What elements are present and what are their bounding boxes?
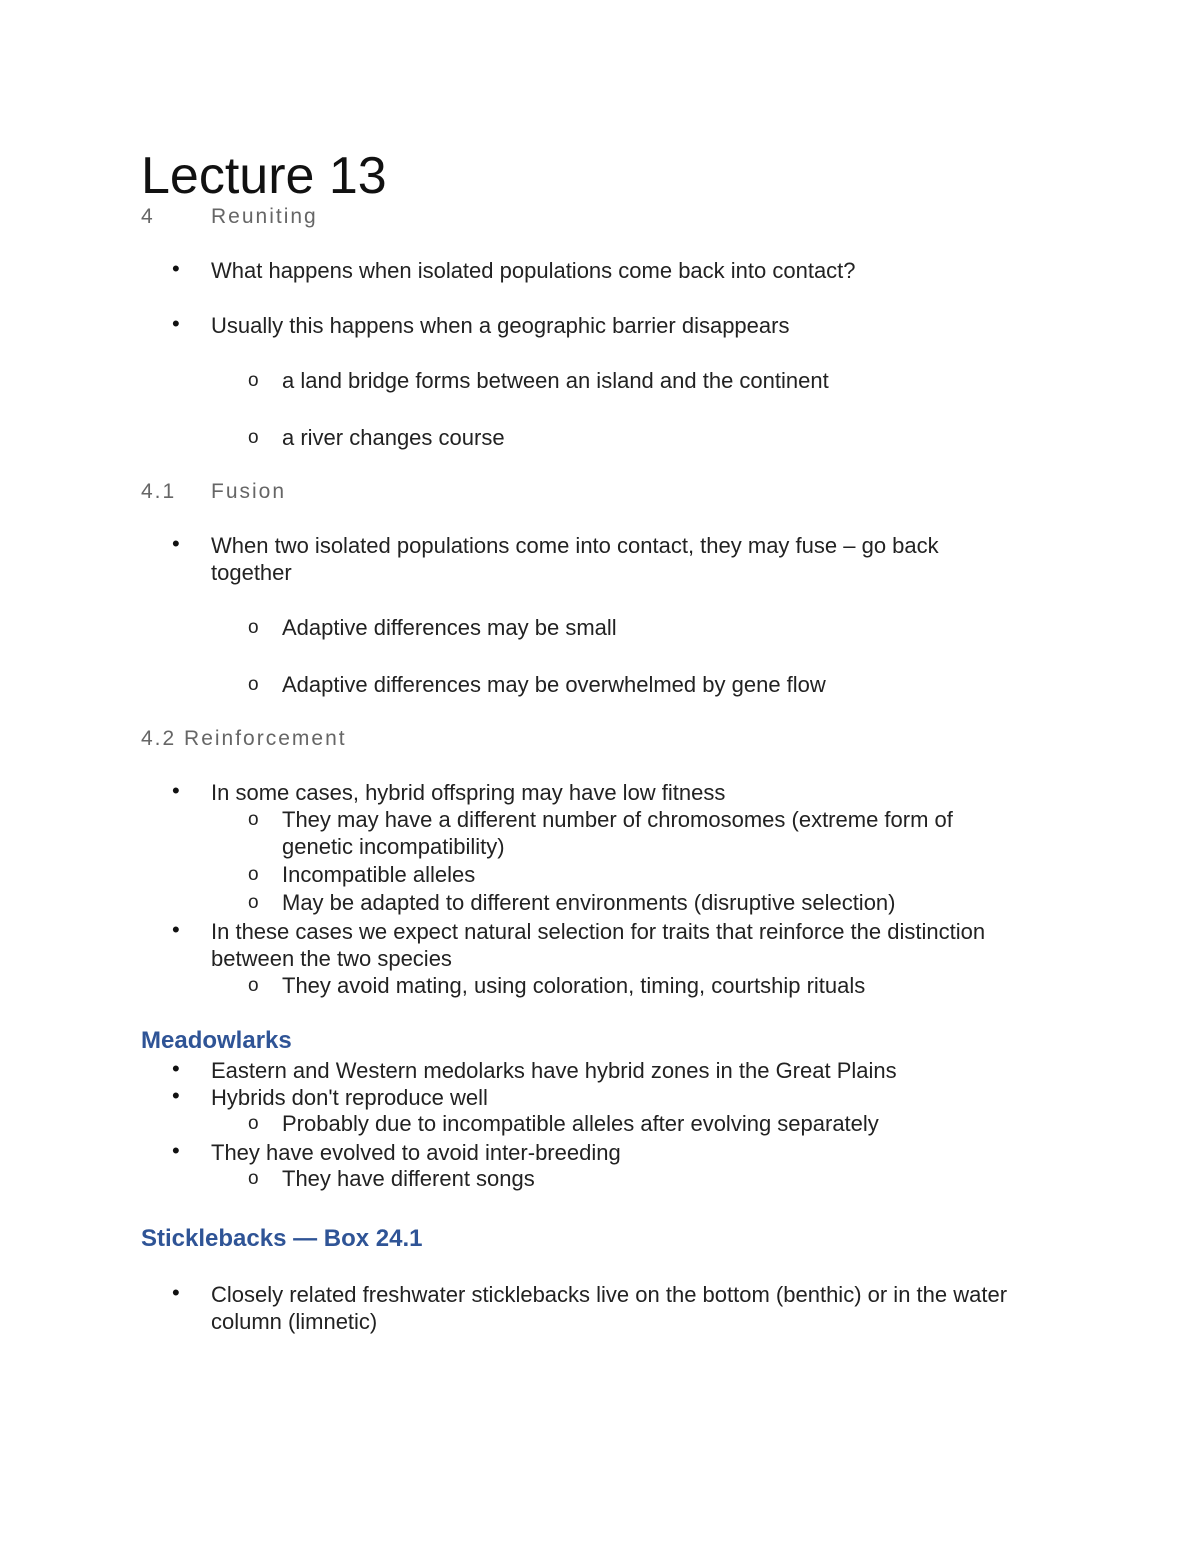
bullet-marker: •	[172, 1138, 180, 1163]
sub-list-item: a river changes course	[282, 425, 505, 450]
sub-bullet-marker: o	[248, 617, 259, 638]
bullet-marker: •	[172, 917, 180, 942]
sticklebacks-heading: Sticklebacks — Box 24.1	[141, 1225, 423, 1252]
list-item: They have evolved to avoid inter-breeding	[211, 1140, 621, 1165]
bullet-marker: •	[172, 1056, 180, 1081]
sub-bullet-marker: o	[248, 370, 259, 391]
section-heading-4-1	[141, 480, 286, 504]
sub-bullet-marker: o	[248, 674, 259, 695]
list-item: Eastern and Western medolarks have hybrid zones in the Great Plains	[211, 1058, 897, 1083]
sub-list-item: May be adapted to different environments (disruptive selection)	[282, 890, 896, 915]
list-item: Closely related freshwater sticklebacks live on the bottom (benthic) or in the water column (limnetic)	[211, 1282, 1008, 1334]
section-heading-4	[141, 205, 318, 229]
section-heading-4-2: 4.2 Reinforcement	[141, 727, 347, 750]
list-item: When two isolated populations come into contact, they may fuse – go back together	[211, 533, 939, 585]
sub-list-item: They may have a different number of chromosomes (extreme form of genetic incompatibility)	[282, 807, 953, 859]
sub-list-item: Incompatible alleles	[282, 862, 476, 887]
list-item: In some cases, hybrid offspring may have low fitness	[211, 780, 726, 805]
sub-bullet-marker: o	[248, 892, 259, 913]
list-item: Hybrids don't reproduce well	[211, 1085, 488, 1110]
page-title: Lecture 13	[141, 147, 387, 205]
bullet-marker: •	[172, 531, 180, 556]
list-item: What happens when isolated populations come back into contact?	[211, 258, 856, 283]
sub-list-item: They avoid mating, using coloration, timing, courtship rituals	[282, 973, 866, 998]
bullet-marker: •	[172, 1083, 180, 1108]
sub-list-item: Adaptive differences may be overwhelmed by gene flow	[282, 672, 826, 697]
list-item: In these cases we expect natural selection for traits that reinforce the distinction between the two species	[211, 919, 986, 971]
bullet-marker: •	[172, 256, 180, 281]
sub-bullet-marker: o	[248, 809, 259, 830]
sub-bullet-marker: o	[248, 1113, 259, 1134]
sub-list-item: Probably due to incompatible alleles after evolving separately	[282, 1111, 879, 1136]
sub-bullet-marker: o	[248, 1168, 259, 1189]
sub-list-item: a land bridge forms between an island and the continent	[282, 368, 829, 393]
bullet-marker: •	[172, 778, 180, 803]
section-number: 4	[141, 205, 155, 228]
section-title: Fusion	[211, 480, 287, 503]
bullet-marker: •	[172, 311, 180, 336]
list-item: Usually this happens when a geographic barrier disappears	[211, 313, 790, 338]
sub-bullet-marker: o	[248, 864, 259, 885]
sub-list-item: Adaptive differences may be small	[282, 615, 617, 640]
meadowlarks-heading: Meadowlarks	[141, 1027, 292, 1054]
bullet-marker: •	[172, 1280, 180, 1305]
section-number: 4.1	[141, 480, 177, 503]
sub-list-item: They have different songs	[282, 1166, 535, 1191]
section-title: Reuniting	[211, 205, 318, 228]
sub-bullet-marker: o	[248, 975, 259, 996]
sub-bullet-marker: o	[248, 427, 259, 448]
